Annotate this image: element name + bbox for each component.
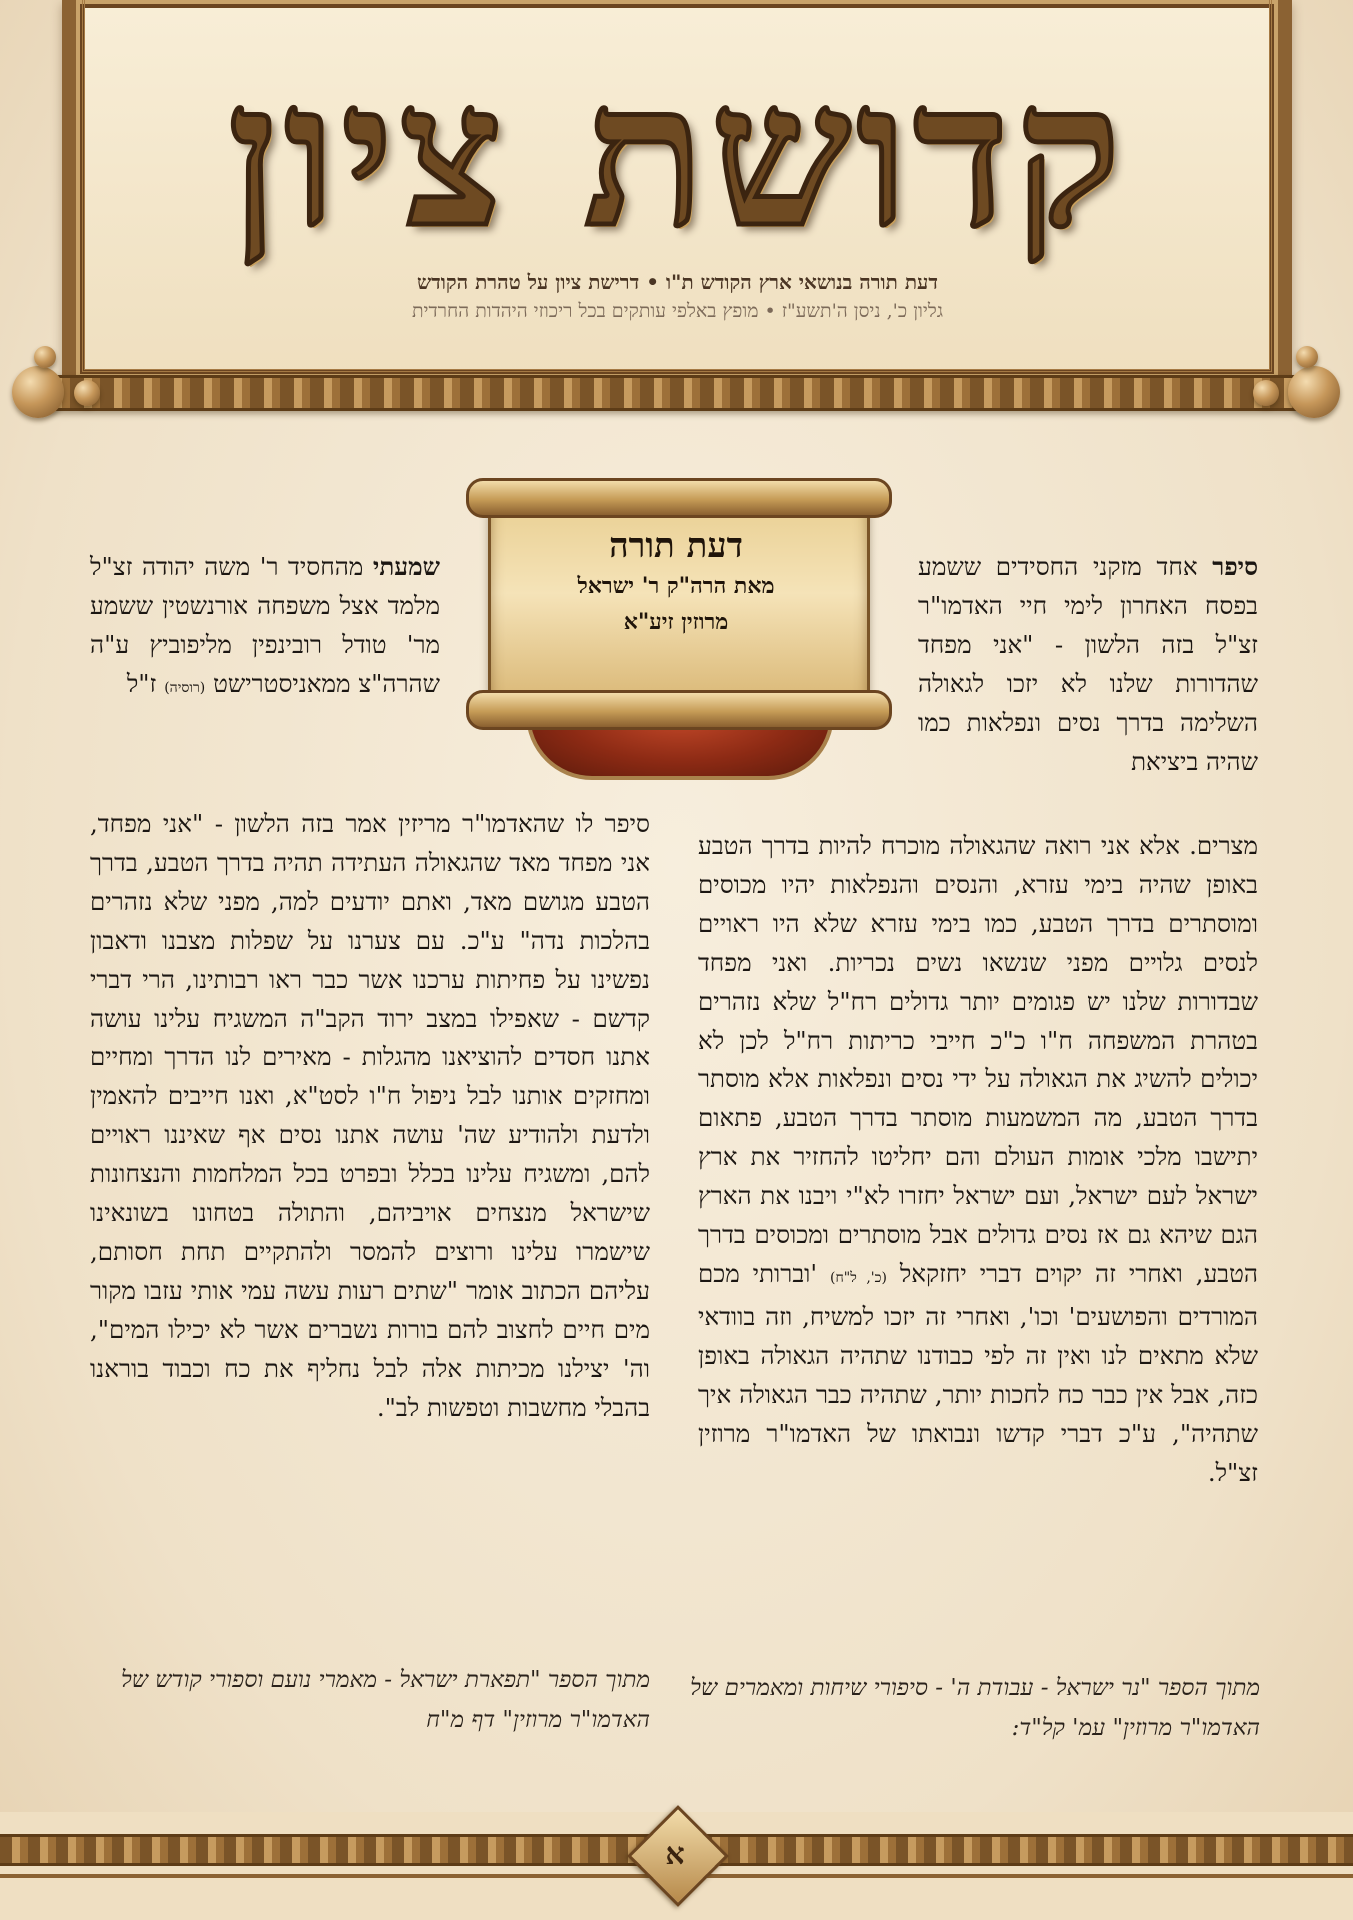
left-column-intro <box>90 548 440 708</box>
right-intro-text: אחד מזקני החסידים ששמע בפסח האחרון לימי חיי האדמו"ר זצ"ל בזה הלשון - "אני מפחד שהדורות שלנו לא יזכו לגאולה השלימה בדרך נסים ונפלאות כמו שהיה ביציאת <box>918 552 1258 776</box>
left-lead-word: שמעתי <box>372 552 440 581</box>
page-number: א <box>665 1837 685 1872</box>
left-source-citation: מתוך הספר "תפארת ישראל - מאמרי נועם וספורי קודש של האדמו"ר מרוזין" דף מ"ח <box>120 1667 650 1733</box>
right-column-body <box>698 827 1258 1492</box>
right-lead-word: סיפר <box>1212 552 1259 581</box>
ornament-ball-right <box>1288 366 1340 418</box>
scroll-roll-top <box>466 478 892 518</box>
ornament-ball-left-small <box>74 380 100 406</box>
tagline-issue-info: גליון כ', ניסן ה'תשע"ז • מופץ באלפי עותקים בכל ריכוזי היהדות החרדית <box>411 300 944 322</box>
scroll-roll-bottom <box>466 690 892 730</box>
ornament-ball-left <box>12 366 64 418</box>
right-body-text-2: 'וברותי מכם המורדים והפושעים' וכו', ואחרי זה יזכו למשיח, וזה בוודאי שלא מתאים לנו ואין זה לפי כבודנו שתהיה הגאולה באופן כזה, אבל אין כבר כח לחכות יותר, שתהיה כבר הגאולה איך שתהיה", ע"כ דברי קדשו ונבואתו של האדמו"ר מרוזין זצ"ל. <box>698 1258 1259 1487</box>
left-intro-text-2: ז"ל <box>126 668 157 698</box>
scroll-text <box>498 524 854 640</box>
scroll-emblem <box>466 478 886 778</box>
ornament-ball-right-tiny <box>1296 346 1318 368</box>
header-ornament-bar <box>40 375 1313 411</box>
left-column-body <box>90 805 650 1428</box>
left-intro-text: מהחסיד ר' משה יהודה זצ"ל מלמד אצל משפחה אורנשטין ששמע מר' טודל רובינפין מליפוביץ ע"ה שהרה"צ ממאניסטרישט <box>90 552 440 698</box>
tagline-primary: דעת תורה בנושאי ארץ הקודש ת"ו • דרישת ציון על טהרת הקודש <box>417 270 938 294</box>
ornament-ball-right-small <box>1253 380 1279 406</box>
left-body-text: סיפר לו שהאדמו"ר מריזין אמר בזה הלשון - "אני מפחד, אני מפחד מאד שהגאולה העתידה תהיה בדרך הטבע, בדרך הטבע מגושם מאד, ואתם יודעים למה, מפני שלא נזהרים בהלכות נדה" ע"כ. עם צערנו על שפלות מצבנו ודאבון נפשינו על פחיתות ערכנו אשר כבר ראו רבותינו, הרי דברי קדשם - שאפילו במצב ירוד הקב"ה המשגיח עלינו עושה אתנו חסדים להוציאנו מהגלות - מאירים לנו הדרך ומחיים ומחזקים אותנו לבל ניפול ח"ו לסט"א, ואנו חייבים להאמין ולדעת ולהודיע שה' עושה אתנו נסים אף שאיננו ראויים להם, ומשגיח עלינו בכלל ובפרט בכל המלחמות והנצחונות שישראל מנצחים אויביהם, והתולה בטחונו בשונאינו שישמרו עלינו ורוצים להמסר ולהתקיים תחת חסותם, עליהם הכתוב אומר "שתים רעות עשה עמי אותי עזבו מקור מים חיים לחצוב להם בורות נשברים אשר לא יכילו המים", וה' יצילנו מכיתות אלה לבל נחליף את כח וכבוד בוראנו בהבלי מחשבות וטפשות לב". <box>90 809 650 1422</box>
right-column-intro <box>918 548 1258 781</box>
scroll-title: דעת תורה <box>609 526 743 566</box>
right-source-citation: מתוך הספר "נר ישראל - עבודת ה' - סיפורי שיחות ומאמרים של האדמו"ר מרוזין" עמ' קל"ד: <box>690 1675 1260 1741</box>
right-body-text: מצרים. אלא אני רואה שהגאולה מוכרח להיות בדרך הטבע באופן שהיה בימי עזרא, והנסים והנפלאות יהיו מכוסים ומוסתרים בדרך הטבע, כמו בימי עזרא שלא היו ראויים לנסים גלויים מפני שנשאו נשים נכריות. ואני מפחד שבדורות שלנו יש פגומים יותר גדולים רח"ל שלא נזהרים בטהרת המשפחה ח"ו כ"כ חייבי כריתות רח"ל לכן לא יכולים להשיג את הגאולה על ידי נסים ונפלאות אלא מוסתר בדרך הטבע, מה המשמעות מוסתר בדרך הטבע, פתאום יתישבו מלכי אומות העולם והם יחליטו להחזיר את ארץ ישראל לעם ישראל, ועם ישראל יחזרו לא"י ויבנו את הארץ הגם שיהא גם אז נסים גדולים אבל מוסתרים ומכוסים בדרך הטבע, ואחרי זה יקוים דברי יחזקאל <box>698 831 1259 1288</box>
scroll-subtitle-2: מרוזין זיע"א <box>623 609 729 635</box>
masthead-title: קדושת ציון <box>228 38 1127 271</box>
left-place-note: (רוסיה) <box>164 679 206 696</box>
scroll-subtitle-1: מאת הרה"ק ר' ישראל <box>577 573 775 599</box>
ornament-ball-left-tiny <box>34 346 56 368</box>
right-verse-reference: (כ', ל"ח) <box>830 1269 887 1286</box>
